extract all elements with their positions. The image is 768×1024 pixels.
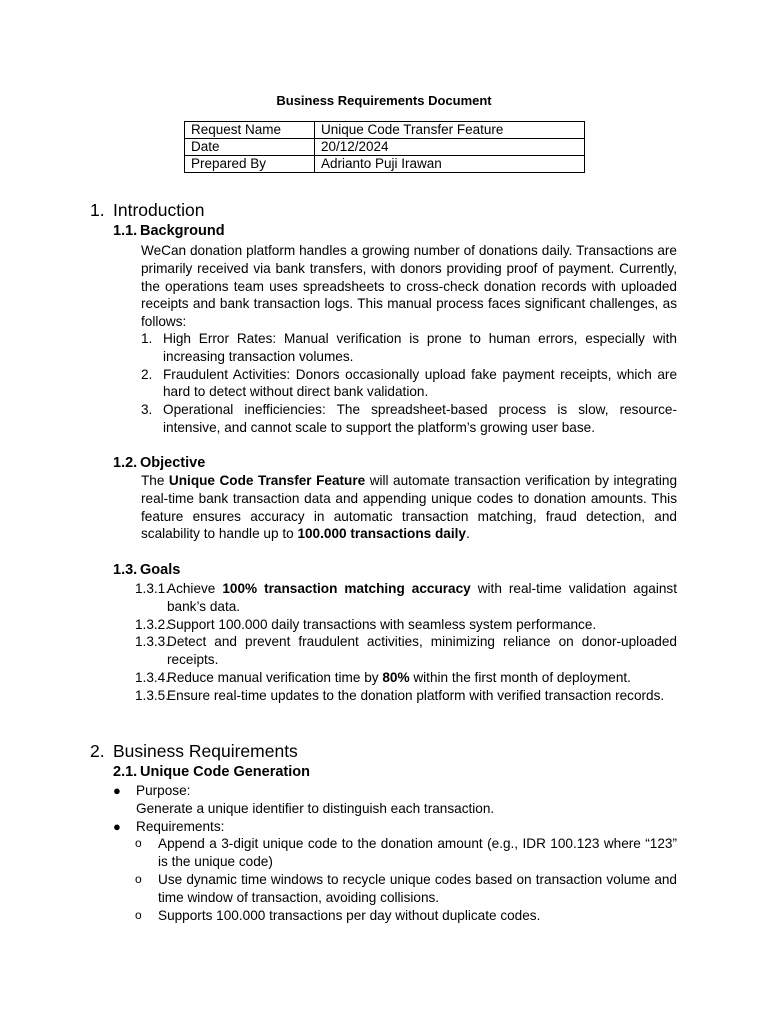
subsection-number: 1.2. xyxy=(113,455,138,471)
list-item xyxy=(141,401,677,437)
item-number: 1.3.4. xyxy=(135,669,170,685)
bold-text: 100.000 transactions daily xyxy=(297,526,466,542)
section-title: Business Requirements xyxy=(113,741,298,761)
bold-text: 80% xyxy=(382,669,410,685)
requirements-sublist xyxy=(113,835,677,924)
circle-bullet-icon: o xyxy=(135,871,142,886)
list-item xyxy=(141,366,677,402)
section-number: 2. xyxy=(90,741,105,761)
text-run: will automate transaction verification by integrating real-time bank transaction data and appending unique codes to donation amounts. This feature ensures accuracy in automatic transaction matching, fraud detection, and scalability to handle up to xyxy=(141,473,678,542)
section-heading-introduction xyxy=(90,200,204,221)
item-number: 2. xyxy=(141,366,153,382)
item-number: 1.3.5. xyxy=(135,687,170,703)
list-item xyxy=(135,580,677,616)
item-text: High Error Rates: Manual verification is prone to human errors, especially with increasing transaction volumes. xyxy=(163,331,677,364)
challenges-list xyxy=(141,330,677,437)
list-item xyxy=(135,633,677,669)
item-text: Append a 3-digit unique code to the donation amount (e.g., IDR 100.123 where “123” is the unique code) xyxy=(158,836,677,870)
text-run: with real-time validation against bank’s data. xyxy=(167,581,677,614)
text-run: Support 100.000 daily transactions with seamless system performance. xyxy=(167,616,597,632)
subsection-number: 1.3. xyxy=(113,562,138,578)
meta-value: Unique Code Transfer Feature xyxy=(315,122,585,139)
item-text: Supports 100.000 transactions per day without duplicate codes. xyxy=(158,907,541,923)
list-item xyxy=(135,687,677,705)
meta-value: 20/12/2024 xyxy=(315,139,585,156)
subsection-heading-background xyxy=(113,223,225,239)
text-run: Reduce manual verification time by xyxy=(167,669,383,685)
section-number: 1. xyxy=(90,200,105,220)
purpose-label: Purpose: xyxy=(136,783,191,798)
background-paragraph: WeCan donation platform handles a growing number of donations daily. Transactions are primarily received via bank transfers, with donors providing proof of payment. Currently, the operations team uses spreadsheets to cross-check donation records with uploaded receipts and bank transaction logs. This manual process faces significant challenges, as follows: xyxy=(141,243,677,330)
section-title: Introduction xyxy=(113,200,205,220)
list-item xyxy=(141,330,677,366)
subsection-number: 1.1. xyxy=(113,223,138,239)
requirements-bullet-list xyxy=(113,782,677,924)
text-run: Ensure real-time updates to the donation platform with verified transaction records. xyxy=(167,687,665,703)
table-row xyxy=(185,156,585,173)
item-number: 1. xyxy=(141,331,153,346)
text-run: The xyxy=(141,473,169,488)
list-item xyxy=(113,835,677,871)
item-text: Fraudulent Activities: Donors occasionally upload fake payment receipts, which are hard to detect without direct bank validation. xyxy=(163,366,677,400)
requirements-label: Requirements: xyxy=(136,818,225,834)
meta-value: Adrianto Puji Irawan xyxy=(315,156,585,173)
circle-bullet-icon: o xyxy=(135,907,142,922)
item-text: Operational inefficiencies: The spreadsheet-based process is slow, resource-intensive, and cannot scale to support the platform’s growing user base. xyxy=(163,402,677,435)
subsection-title: Objective xyxy=(140,455,206,471)
sublist-container xyxy=(113,835,677,924)
subsection-title: Unique Code Generation xyxy=(140,764,310,780)
bullet-icon: ● xyxy=(113,783,121,798)
goals-list xyxy=(135,580,677,705)
list-item xyxy=(135,616,677,634)
meta-key: Date xyxy=(185,139,315,156)
subsection-heading-goals xyxy=(113,562,180,578)
meta-key: Request Name xyxy=(185,122,315,139)
text-run: Achieve xyxy=(167,581,223,596)
text-run: . xyxy=(465,526,470,542)
circle-bullet-icon: o xyxy=(135,836,142,851)
purpose-text: Generate a unique identifier to distinguish each transaction. xyxy=(136,800,495,816)
bold-text: Unique Code Transfer Feature xyxy=(168,473,366,488)
table-row xyxy=(185,139,585,156)
subsection-title: Background xyxy=(140,223,225,239)
bold-text: 100% transaction matching accuracy xyxy=(222,581,471,596)
item-text: Use dynamic time windows to recycle unique codes based on transaction volume and time window of transaction, avoiding collisions. xyxy=(158,871,677,905)
meta-table xyxy=(184,121,585,173)
list-item xyxy=(113,871,677,907)
item-number: 1.3.2. xyxy=(135,616,170,632)
list-item xyxy=(113,818,677,836)
objective-paragraph xyxy=(141,472,677,543)
text-run: within the first month of deployment. xyxy=(409,669,631,685)
list-item xyxy=(135,669,677,687)
subsection-number: 2.1. xyxy=(113,764,138,780)
list-item xyxy=(113,907,677,925)
subsection-heading-objective xyxy=(113,455,205,471)
document-title: Business Requirements Document xyxy=(276,93,492,108)
item-number: 3. xyxy=(141,402,153,418)
bullet-icon: ● xyxy=(113,818,121,834)
text-run: Detect and prevent fraudulent activities, minimizing reliance on donor-uploaded receipts. xyxy=(167,634,677,668)
section-heading-business-requirements xyxy=(90,741,298,762)
subsection-heading-unique-code-generation xyxy=(113,764,310,780)
item-number: 1.3.1. xyxy=(135,581,170,596)
list-item xyxy=(113,782,677,818)
item-number: 1.3.3. xyxy=(135,634,170,650)
table-row xyxy=(185,122,585,139)
meta-key: Prepared By xyxy=(185,156,315,173)
subsection-title: Goals xyxy=(140,562,181,578)
